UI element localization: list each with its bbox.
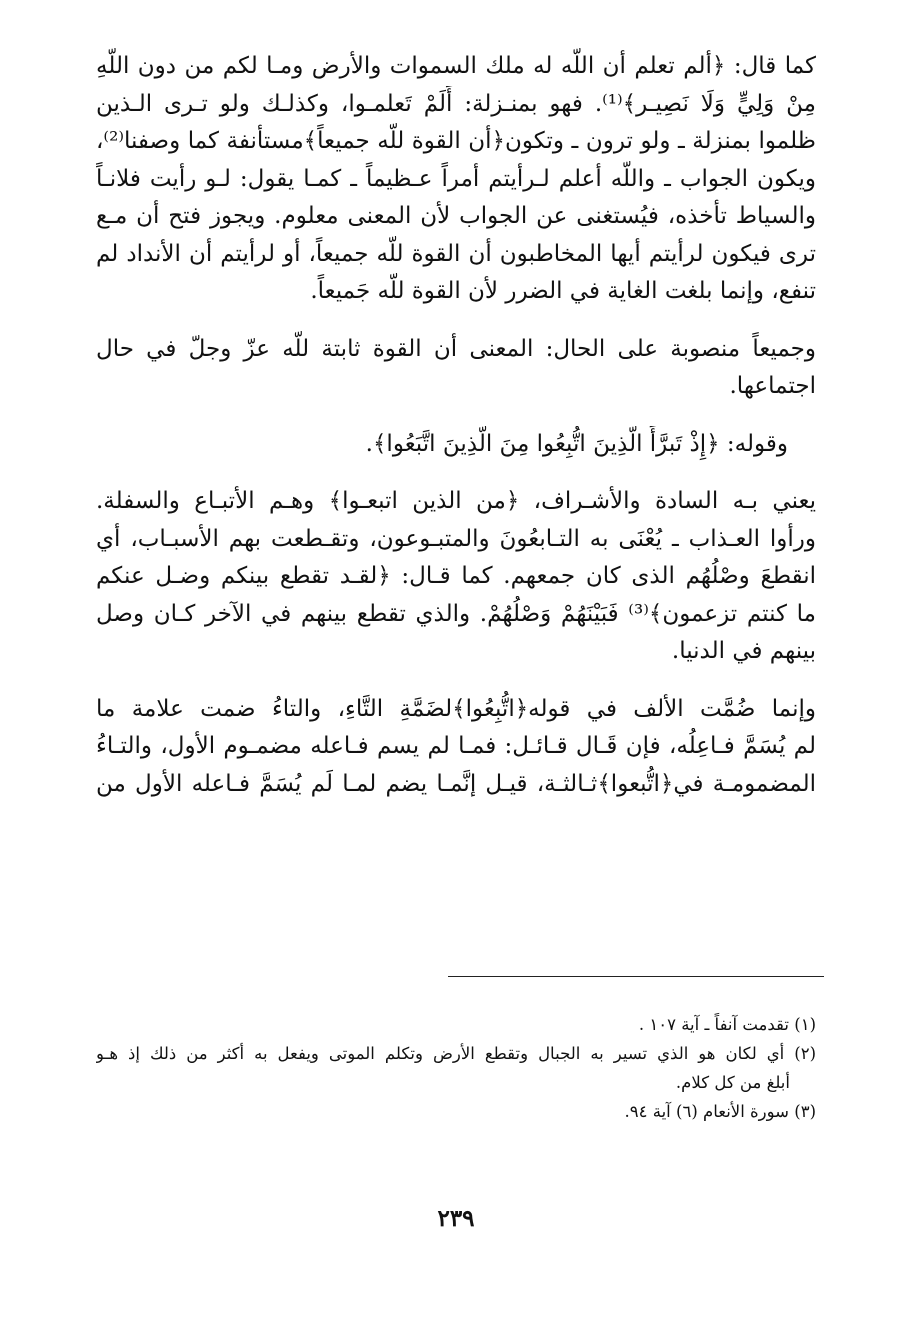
text-line: ما كنتم تزعمون﴾⁽³⁾ فَبَيْنَهُمْ وَصْلُهُمْ. والذي تقطع بينهم في الآخر كـان وصل — [96, 600, 816, 627]
paragraph-gap — [96, 311, 816, 331]
main-text — [96, 48, 816, 803]
text-line: ترى فيكون لرأيتم أيها المخاطبون أن القوة للّه جميعاً، أو لرأيتم أن الأنداد لم — [96, 240, 816, 267]
footnote-3: (٣) سورة الأنعام (٦) آية ٩٤. — [624, 1102, 816, 1121]
text-line: والسياط تأْخذه، فيُستغنى عن الجواب لأن المعنى معلوم. ويجوز فتح أن مـع — [96, 203, 816, 229]
text-line: المضمومـة في﴿اتُّبعوا﴾ثـالثـة، قيـل إنَّمـا يضم لمـا لَم يُسَمَّ فـاعله الأول من — [96, 770, 816, 797]
page-number: ٢٣٩ — [437, 1205, 475, 1232]
paragraph-gap — [96, 406, 816, 426]
footnotes — [96, 1010, 816, 1126]
text-line: تنفع، وإنما بلغت الغاية في الضرر لأن القوة للّه جَميعاً. — [310, 278, 816, 304]
text-line: بينهم في الدنيا. — [671, 638, 816, 664]
text-line: انقطعَ وصْلُهُم الذى كان جمعهم. كما قـال: ﴿لقـد تقطع بينكم وضـل عنكم — [96, 563, 816, 589]
text-line: كما قال: ﴿ألم تعلم أن اللّه له ملك السموات والأرض ومـا لكم من دون اللّهِ — [96, 53, 816, 79]
text-line: مِنْ وَلِيٍّ وَلَا نَصِيـر﴾⁽¹⁾. فهو بمنـزلة: أَلَمْ تَعلمـوا، وكذلـك ولو تـرى الـذين — [96, 90, 816, 117]
paragraph-gap — [96, 463, 816, 483]
text-line: لم يُسَمَّ فـاعِلُه، فإن قَـال قـائـل: فمـا لم يسم فـاعله مضمـوم الأول، والتـاءُ — [96, 733, 816, 759]
text-line: وجميعاً منصوبة على الحال: المعنى أن القوة ثابتة للّه عزّ وجلّ في حال — [96, 335, 816, 362]
text-line: ويكون الجواب ـ واللّه أعلم لـرأيتم أمراً عـظيماً ـ كمـا يقول: لـو رأيت فلانـاً — [96, 165, 816, 192]
text-line: وقوله: ﴿إِذْ تَبرَّأَ الَّذِينَ اتُّبِعُوا مِنَ الَّذِينَ اتَّبَعُوا﴾. — [365, 430, 788, 457]
paragraph-gap — [96, 671, 816, 691]
footnote-1: (١) تقدمت آنفاً ـ آية ١٠٧ . — [638, 1015, 816, 1034]
footnote-2: (٢) أي لكان هو الذي تسير به الجبال وتقطع الأرض وتكلم الموتى ويفعل به أكثر من ذلك إذ هـو — [96, 1044, 816, 1063]
text-line: اجتماعها. — [729, 373, 816, 399]
text-line: يعني بـه السادة والأشـراف، ﴿من الذين اتبعـوا﴾ وهـم الأتبـاع والسفلة. — [96, 488, 816, 514]
footnote-separator — [448, 976, 824, 977]
text-line: ورأوا العـذاب ـ يُعْنَى به التـابعُونَ والمتبـوعون، وتقـطعت بهم الأسبـاب، أي — [96, 525, 816, 552]
text-line: وإنما ضُمَّت الألف في قوله﴿اتُّبِعُوا﴾لضَمَّةِ التَّاءِ، والتاءُ ضمت علامة ما — [96, 695, 816, 722]
footnote-2-continued: أبلغ من كل كلام. — [675, 1073, 790, 1092]
text-line: ظلموا بمنزلة ـ ولو ترون ـ وتكون﴿أن القوة للّه جميعاً﴾مستأنفة كما وصفنا⁽²⁾، — [96, 128, 816, 154]
